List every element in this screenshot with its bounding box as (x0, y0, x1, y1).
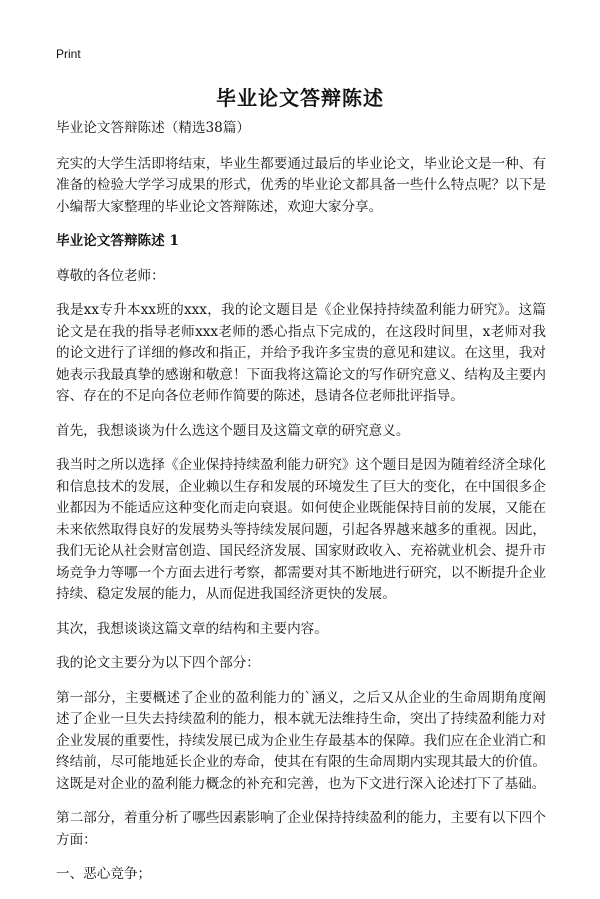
body-paragraph-2: 首先，我想谈谈为什么选这个题目及这篇文章的研究意义。 (56, 422, 410, 439)
print-link[interactable]: Print (56, 47, 81, 61)
document-body (56, 118, 546, 899)
document-subtitle: 毕业论文答辩陈述（精选38篇） (56, 120, 251, 136)
greeting: 尊敬的各位老师： (56, 267, 165, 284)
section-heading: 毕业论文答辩陈述 1 (56, 233, 179, 249)
body-paragraph-5: 我的论文主要分为以下四个部分： (56, 655, 260, 671)
body-paragraph-3: 我当时之所以选择《企业保持持续盈利能力研究》这个题目是因为随着经济全球化和信息技术的发展，企业赖以生存和发展的环境发生了巨大的变化，在中国很多企业都因为不能适应这种变化而走向衰退。如何使企业既能保持目前的发展，又能在未来依然取得良好的发展势头等持续发展问题，引起各界越来越多的重视。因此，我们无论从社会财富创造、国民经济发展、国家财政收入、充裕就业机会、提升市场竞争力等哪一个方面去进行考察，都需要对其不断地进行研究，以不断提升企业持续、稳定发展的能力，从而促进我国经济更快的发展。 (56, 457, 546, 602)
body-paragraph-6: 第一部分，主要概述了企业的盈利能力的`涵义，之后又从企业的生命周期角度阐述了企业一旦失去持续盈利的能力，根本就无法维持生命，突出了持续盈利能力对企业发展的重要性，持续发展已成为企业生存最基本的保障。我们应在企业消亡和终结前，尽可能地延长企业的寿命，使其在有限的生命周期内实现其最大的价值。这既是对企业的盈利能力概念的补充和完善，也为下文进行深入论述打下了基础。 (56, 689, 546, 792)
body-paragraph-4: 其次，我想谈谈这篇文章的结构和主要内容。 (56, 620, 328, 637)
intro-paragraph: 充实的大学生活即将结束，毕业生都要通过最后的毕业论文，毕业论文是一种、有准备的检验大学学习成果的形式，优秀的毕业论文都具备一些什么特点呢？以下是小编帮大家整理的毕业论文答辩陈述，欢迎大家分享。 (56, 155, 546, 215)
body-paragraph-8: 一、恶心竞争； (56, 866, 152, 882)
page-title: 毕业论文答辩陈述 (216, 86, 384, 110)
body-paragraph-1: 我是xx专升本xx班的xxx，我的论文题目是《企业保持持续盈利能力研究》。这篇论文是在我的指导老师xxx老师的悉心指点下完成的，在这段时间里，x老师对我的论文进行了详细的修改和指正，并给予我许多宝贵的意见和建议。在这里，我对她表示我最真挚的感谢和敬意！下面我将这篇论文的写作研究意义、结构及主要内容、存在的不足向各位老师作简要的陈述，恳请各位老师批评指导。 (56, 302, 546, 404)
body-paragraph-7: 第二部分，着重分析了哪些因素影响了企业保持持续盈利的能力，主要有以下四个方面： (56, 810, 546, 848)
